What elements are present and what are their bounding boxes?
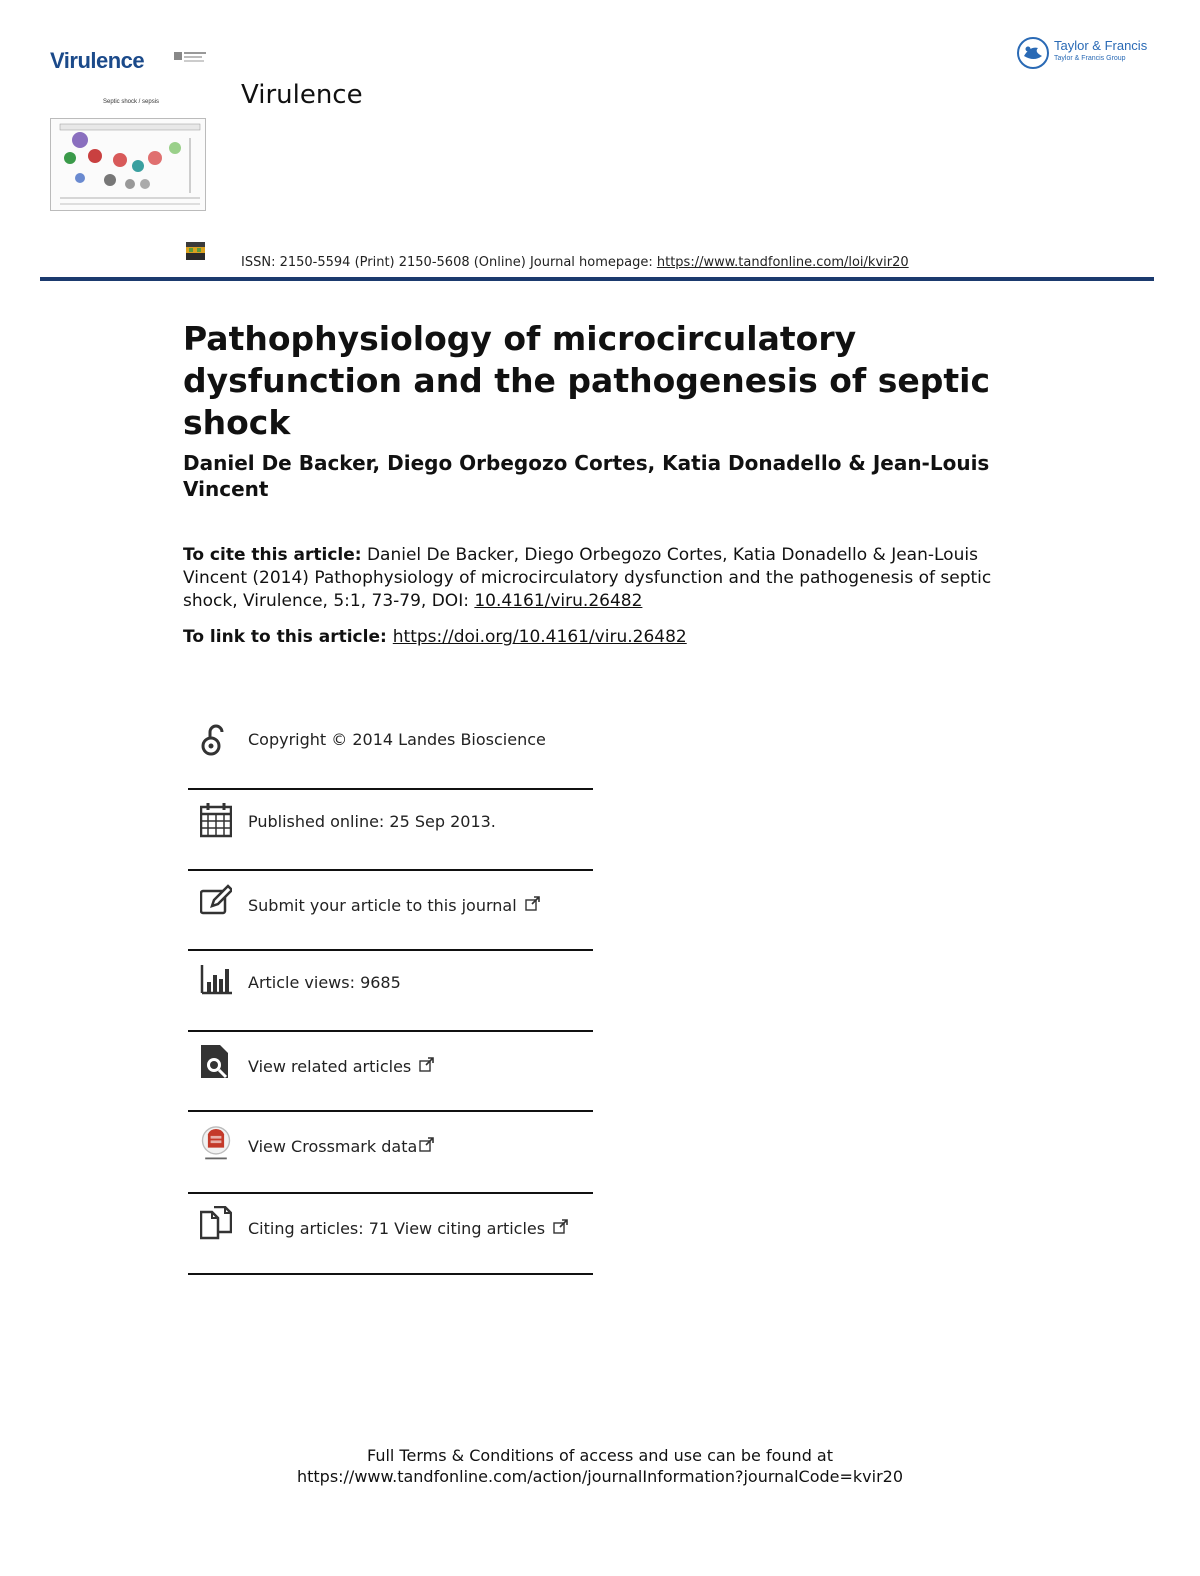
views-row — [188, 962, 593, 1006]
external-link-icon — [553, 1219, 569, 1234]
citation-label: To cite this article: — [183, 545, 362, 565]
row-divider — [188, 1273, 593, 1275]
published-text: Published online: 25 Sep 2013. — [248, 812, 496, 831]
doi-link[interactable]: 10.4161/viru.26482 — [474, 591, 643, 611]
citation-text: Daniel De Backer, Diego Orbegozo Cortes, Katia Donadello & Jean-Louis Vincent (2014) Pathophysiology of microcirculatory dysfunction and the pathogenesis of septic shock, Virulence, 5:1, 73-79, DOI: — [183, 545, 992, 611]
article-title: Pathophysiology of microcirculatory dysfunction and the pathogenesis of septic shock — [183, 319, 991, 442]
cover-subtitle: Septic shock / sepsis — [103, 99, 160, 105]
row-divider — [188, 1030, 593, 1032]
views-text: Article views: 9685 — [248, 973, 401, 992]
issn-line — [241, 255, 909, 270]
row-divider — [188, 788, 593, 790]
cover-figure — [50, 118, 208, 212]
related-link[interactable] — [248, 1057, 435, 1076]
external-link-icon — [525, 896, 541, 911]
footer-terms: Full Terms & Conditions of access and use can be found at — [366, 1446, 834, 1465]
footer — [0, 1445, 1200, 1487]
header-rule — [40, 277, 1154, 281]
citation-block — [183, 544, 1043, 613]
crossmark-text: View Crossmark data — [248, 1137, 418, 1156]
row-divider — [188, 949, 593, 951]
crossmark-link[interactable] — [248, 1137, 435, 1156]
citing-row[interactable] — [188, 1206, 593, 1250]
article-authors: Daniel De Backer, Diego Orbegozo Cortes, Katia Donadello & Jean-Louis Vincent — [183, 451, 990, 501]
publisher-logo-icon — [1016, 36, 1050, 70]
related-row[interactable] — [188, 1044, 593, 1088]
journal-small-icon — [186, 242, 205, 260]
copyright-text: Copyright © 2014 Landes Bioscience — [248, 730, 546, 749]
row-divider — [188, 869, 593, 871]
calendar-icon — [200, 802, 232, 838]
journal-cover — [50, 44, 208, 212]
cover-title: Virulence — [50, 48, 145, 73]
submit-text: Submit your article to this journal — [248, 896, 517, 915]
crossmark-icon — [200, 1126, 232, 1162]
journal-homepage-link[interactable]: https://www.tandfonline.com/loi/kvir20 — [656, 255, 909, 270]
external-link-icon — [419, 1137, 435, 1152]
cover-publisher-mark — [174, 50, 208, 70]
submit-link[interactable] — [248, 896, 541, 915]
journal-name: Virulence — [241, 80, 363, 110]
issn-text: ISSN: 2150-5594 (Print) 2150-5608 (Online) Journal homepage: — [241, 255, 657, 270]
search-document-icon — [200, 1044, 232, 1080]
external-link-icon — [419, 1057, 435, 1072]
article-link[interactable]: https://doi.org/10.4161/viru.26482 — [392, 627, 687, 647]
citing-articles-icon — [200, 1206, 232, 1242]
bar-chart-icon — [200, 962, 232, 998]
copyright-row — [188, 720, 593, 764]
open-access-icon — [200, 722, 232, 758]
published-row — [188, 802, 593, 846]
crossmark-row[interactable] — [188, 1124, 593, 1170]
citing-link[interactable] — [248, 1219, 569, 1238]
submit-row[interactable] — [188, 884, 593, 928]
publisher-name: Taylor & Francis — [1054, 38, 1148, 53]
link-block — [183, 627, 1043, 647]
related-text: View related articles — [248, 1057, 412, 1076]
link-label: To link to this article: — [183, 627, 387, 647]
row-divider — [188, 1110, 593, 1112]
row-divider — [188, 1192, 593, 1194]
citing-text: Citing articles: 71 View citing articles — [248, 1219, 546, 1238]
publisher-logo[interactable] — [1016, 36, 1156, 72]
footer-url[interactable]: https://www.tandfonline.com/action/journalInformation?journalCode=kvir20 — [296, 1467, 904, 1486]
edit-icon — [200, 884, 232, 920]
publisher-tagline: Taylor & Francis Group — [1054, 55, 1126, 62]
